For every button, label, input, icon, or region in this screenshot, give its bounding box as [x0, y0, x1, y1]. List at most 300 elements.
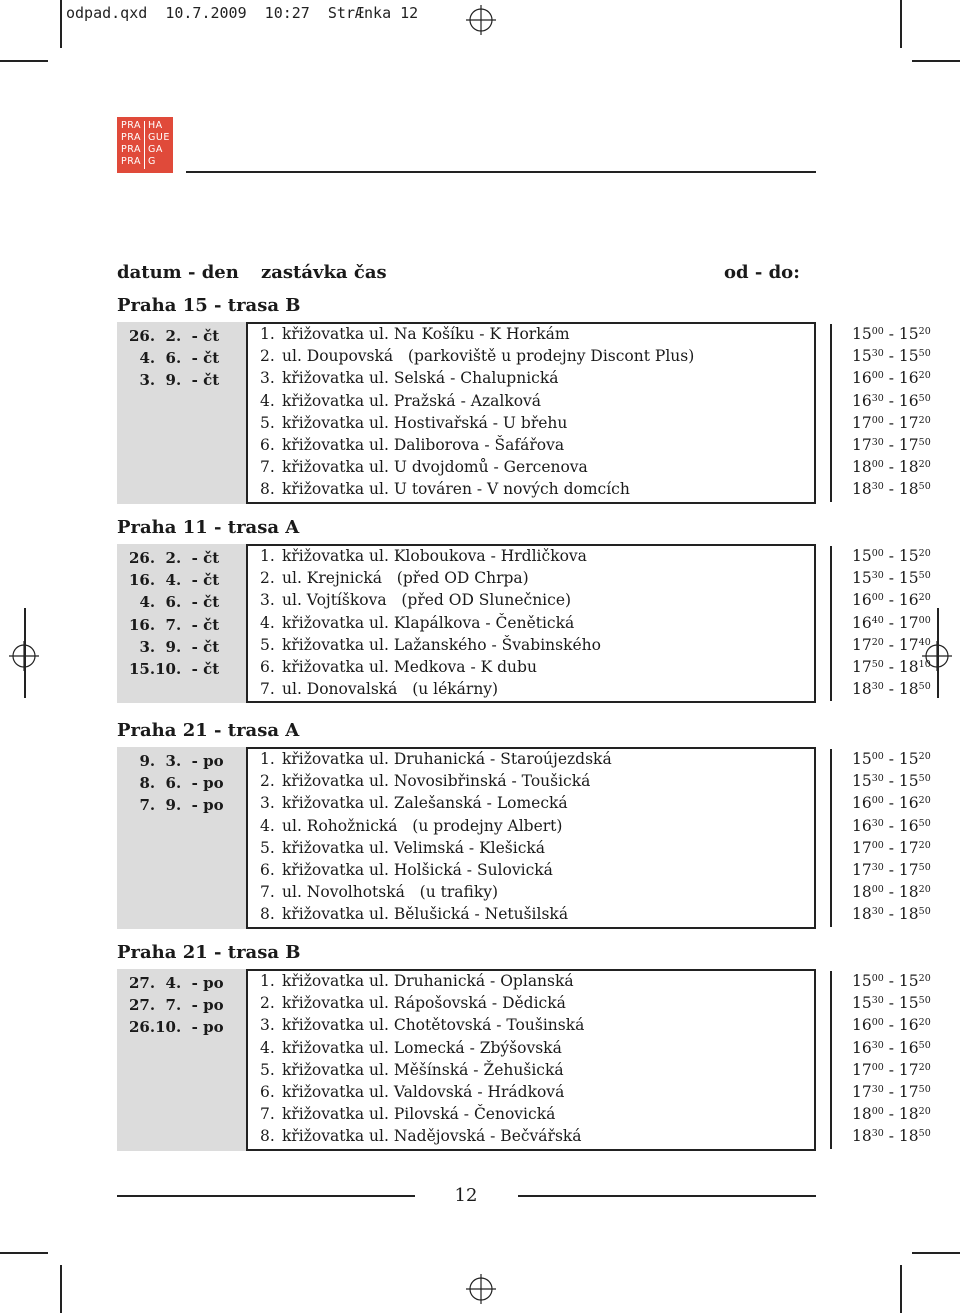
time-separator: - [883, 413, 899, 432]
schedule-block [117, 747, 931, 929]
stop-row [260, 547, 587, 565]
page-number: 12 [454, 1185, 478, 1206]
time-from-minute: 30 [871, 773, 884, 785]
date-entry: 26.10. - po [129, 1018, 224, 1037]
footer-rule-right [518, 1195, 816, 1197]
time-to-minute: 50 [918, 348, 931, 360]
stop-row [260, 1016, 584, 1034]
stop-time [852, 839, 931, 857]
time-from-hour: 18 [852, 1127, 872, 1146]
time-from-minute: 30 [871, 1084, 884, 1095]
time-to-minute: 20 [918, 370, 931, 382]
time-to-minute: 20 [918, 884, 931, 896]
date-entry: 8. 6. - po [129, 774, 224, 793]
stop-row [260, 458, 588, 476]
time-to-hour: 17 [898, 1083, 919, 1101]
stop-name: ul. Rohožnická (u prodejny Albert) [282, 816, 563, 835]
stop-number: 7. [260, 458, 275, 477]
time-to-minute: 20 [918, 1106, 931, 1118]
stop-number: 5. [260, 1060, 275, 1079]
stop-row [260, 414, 567, 432]
time-to-hour: 18 [898, 458, 919, 477]
time-from-hour: 15 [852, 994, 872, 1013]
section-title: Praha 15 - trasa B [117, 295, 301, 316]
stop-number: 5. [260, 838, 275, 857]
crop-mark [912, 60, 960, 62]
time-separator: - [883, 1083, 899, 1101]
stop-name: křižovatka ul. Lomecká - Zbýšovská [282, 1038, 562, 1057]
time-separator: - [883, 458, 899, 477]
stop-time [852, 480, 931, 498]
date-entry: 16. 7. - čt [129, 615, 220, 634]
time-from-hour: 16 [852, 1016, 872, 1035]
stop-name: ul. Doupovská (parkoviště u prodejny Discont Plus) [282, 347, 695, 366]
stop-number: 6. [260, 861, 275, 879]
time-to-minute: 50 [918, 906, 931, 918]
header-od-do: od - do: [724, 262, 800, 283]
time-from-hour: 17 [852, 436, 872, 454]
stop-row [260, 1039, 562, 1057]
stop-number: 3. [260, 591, 275, 610]
stop-number: 1. [260, 547, 275, 565]
stops-table [246, 322, 931, 504]
crop-mark [60, 1265, 62, 1313]
time-from-minute: 00 [871, 459, 884, 471]
schedule-block [117, 544, 931, 703]
time-separator: - [883, 861, 899, 879]
time-to-hour: 18 [898, 680, 919, 699]
time-from-minute: 50 [871, 659, 884, 670]
praha-logo [117, 117, 173, 173]
stop-number: 8. [260, 905, 275, 924]
date-entry: 3. 9. - čt [129, 371, 220, 390]
dates-column [117, 969, 246, 1151]
crop-mark [900, 0, 902, 48]
stop-name: křižovatka ul. Chotětovská - Toušinská [282, 1016, 585, 1035]
time-separator: - [883, 547, 899, 565]
stop-row [260, 972, 574, 990]
stop-time [852, 547, 931, 565]
time-to-hour: 17 [898, 635, 919, 654]
time-to-hour: 17 [898, 436, 919, 454]
time-from-minute: 30 [871, 681, 884, 693]
stop-time [852, 794, 931, 812]
time-from-hour: 17 [852, 413, 872, 432]
stop-number: 7. [260, 680, 275, 699]
stop-time [852, 569, 931, 587]
stop-row [260, 772, 590, 790]
time-from-minute: 30 [871, 862, 884, 873]
stop-name: křižovatka ul. Hostivařská - U břehu [282, 413, 568, 432]
dates-column [117, 322, 246, 504]
stop-number: 2. [260, 772, 275, 791]
stop-name: křižovatka ul. Valdovská - Hrádková [282, 1083, 565, 1101]
time-separator: - [883, 436, 899, 454]
time-to-hour: 15 [898, 750, 919, 768]
stop-number: 7. [260, 883, 275, 902]
time-to-minute: 50 [918, 392, 931, 404]
time-to-minute: 20 [918, 592, 931, 604]
time-separator: - [883, 816, 899, 835]
time-to-hour: 15 [898, 994, 919, 1013]
stop-name: křižovatka ul. Klapálkova - Čenětická [282, 613, 575, 632]
time-to-minute: 20 [918, 548, 931, 559]
time-from-hour: 18 [852, 883, 872, 902]
time-from-minute: 40 [871, 614, 884, 626]
stop-number: 3. [260, 1016, 275, 1035]
stop-time [852, 1083, 931, 1101]
time-to-hour: 18 [898, 1105, 919, 1124]
stop-name: křižovatka ul. Nadějovská - Bečvářská [282, 1127, 582, 1146]
stop-number: 1. [260, 972, 275, 990]
stop-time [852, 436, 931, 454]
schedule-block [117, 969, 931, 1151]
time-separator: - [883, 772, 899, 791]
time-from-minute: 00 [871, 326, 884, 337]
stop-name: křižovatka ul. Novosibřinská - Toušická [282, 772, 591, 791]
time-from-hour: 16 [852, 1038, 872, 1057]
time-to-hour: 16 [898, 391, 919, 410]
time-from-minute: 30 [871, 817, 884, 829]
time-from-minute: 00 [871, 370, 884, 382]
header-rule [186, 171, 816, 173]
stop-name: křižovatka ul. U dvojdomů - Gercenova [282, 458, 588, 477]
stop-name: křižovatka ul. Selská - Chalupnická [282, 369, 559, 388]
stop-row [260, 369, 558, 387]
stop-name: křižovatka ul. Velimská - Klešická [282, 838, 546, 857]
stop-number: 8. [260, 1127, 275, 1146]
time-from-minute: 30 [871, 348, 884, 360]
time-from-hour: 16 [852, 613, 872, 632]
time-separator: - [883, 794, 899, 813]
stop-number: 8. [260, 480, 275, 499]
stop-name: křižovatka ul. Holšická - Sulovická [282, 861, 553, 879]
stop-time [852, 680, 931, 698]
stop-row [260, 1127, 582, 1145]
time-from-minute: 00 [871, 414, 884, 426]
time-from-minute: 00 [871, 973, 884, 984]
stop-row [260, 905, 568, 923]
stop-number: 3. [260, 794, 275, 813]
crop-mark [912, 1252, 960, 1254]
time-from-minute: 00 [871, 1017, 884, 1029]
time-separator: - [883, 1060, 899, 1079]
stop-time [852, 636, 931, 654]
time-from-hour: 17 [852, 658, 872, 676]
time-to-minute: 20 [918, 414, 931, 426]
stop-name: ul. Novolhotská (u trafiky) [282, 883, 499, 902]
time-to-hour: 15 [898, 569, 919, 588]
stop-time [852, 1061, 931, 1079]
dates-column [117, 544, 246, 703]
time-from-hour: 18 [852, 458, 872, 477]
time-from-minute: 00 [871, 1106, 884, 1118]
time-from-minute: 30 [871, 995, 884, 1007]
time-from-hour: 15 [852, 547, 872, 565]
time-to-minute: 20 [918, 1061, 931, 1073]
time-to-minute: 50 [918, 1039, 931, 1051]
time-from-minute: 00 [871, 751, 884, 762]
time-from-hour: 15 [852, 325, 872, 343]
stop-row [260, 436, 564, 454]
time-separator: - [883, 391, 899, 410]
time-to-minute: 40 [918, 636, 931, 648]
stop-name: křižovatka ul. Medkova - K dubu [282, 658, 537, 676]
time-to-hour: 17 [898, 413, 919, 432]
stop-name: křižovatka ul. Pilovská - Čenovická [282, 1105, 556, 1124]
time-from-minute: 00 [871, 1061, 884, 1073]
time-from-hour: 17 [852, 838, 872, 857]
time-to-minute: 50 [918, 1128, 931, 1140]
stop-time [852, 1127, 931, 1145]
time-from-minute: 30 [871, 1039, 884, 1051]
stop-time [852, 772, 931, 790]
stop-time [852, 1105, 931, 1123]
stop-row [260, 839, 545, 857]
time-from-minute: 00 [871, 839, 884, 851]
time-to-hour: 18 [898, 658, 919, 676]
stop-time [852, 905, 931, 923]
date-entry: 27. 7. - po [129, 996, 224, 1015]
time-from-hour: 15 [852, 972, 872, 990]
time-to-hour: 15 [898, 547, 919, 565]
time-from-hour: 15 [852, 569, 872, 588]
stop-row [260, 680, 498, 698]
stop-row [260, 883, 498, 901]
time-from-hour: 17 [852, 861, 872, 879]
time-to-minute: 50 [918, 681, 931, 693]
time-to-hour: 18 [898, 1127, 919, 1146]
time-from-hour: 16 [852, 591, 872, 610]
stop-row [260, 750, 612, 768]
time-from-hour: 16 [852, 816, 872, 835]
time-separator: - [883, 1038, 899, 1057]
time-from-minute: 20 [871, 636, 884, 648]
crop-mark [0, 1252, 48, 1254]
stop-name: křižovatka ul. Na Košíku - K Horkám [282, 325, 570, 343]
stop-row [260, 817, 562, 835]
stop-number: 6. [260, 658, 275, 676]
stop-name: ul. Donovalská (u lékárny) [282, 680, 499, 699]
time-to-minute: 20 [918, 459, 931, 471]
time-separator: - [883, 613, 899, 632]
date-entry: 7. 9. - po [129, 796, 224, 815]
time-separator: - [883, 347, 899, 366]
time-separator: - [883, 905, 899, 924]
time-to-hour: 18 [898, 883, 919, 902]
stop-row [260, 325, 570, 343]
time-to-minute: 20 [918, 751, 931, 762]
header-zastavka: zastávka čas [261, 262, 387, 283]
stop-row [260, 569, 529, 587]
section-title: Praha 21 - trasa B [117, 942, 301, 963]
stop-number: 2. [260, 347, 275, 366]
schedule-block [117, 322, 931, 504]
stop-row [260, 1083, 564, 1101]
time-separator: - [883, 883, 899, 902]
time-to-minute: 50 [918, 862, 931, 873]
date-entry: 9. 3. - po [129, 752, 224, 770]
time-from-minute: 00 [871, 795, 884, 807]
stop-number: 1. [260, 750, 275, 768]
stop-time [852, 458, 931, 476]
time-from-minute: 30 [871, 906, 884, 918]
stop-time [852, 861, 931, 879]
time-to-hour: 16 [898, 369, 919, 388]
time-separator: - [883, 1016, 899, 1035]
time-from-hour: 18 [852, 905, 872, 924]
registration-mark-icon [466, 1274, 496, 1304]
time-separator: - [883, 994, 899, 1013]
time-from-minute: 30 [871, 437, 884, 448]
time-to-hour: 18 [898, 480, 919, 499]
stop-number: 4. [260, 391, 275, 410]
time-separator: - [883, 635, 899, 654]
stop-row [260, 1061, 564, 1079]
stop-row [260, 480, 630, 498]
stop-time [852, 658, 931, 676]
time-to-minute: 00 [918, 614, 931, 626]
time-from-minute: 30 [871, 570, 884, 582]
stop-name: křižovatka ul. Kloboukova - Hrdličkova [282, 547, 587, 565]
time-to-minute: 20 [918, 1017, 931, 1029]
stop-number: 5. [260, 635, 275, 654]
stop-time [852, 347, 931, 365]
header-datum: datum - den [117, 262, 239, 283]
time-to-hour: 17 [898, 613, 919, 632]
time-to-minute: 50 [918, 995, 931, 1007]
crop-mark [900, 1265, 902, 1313]
time-from-hour: 15 [852, 347, 872, 366]
stops-table [246, 747, 931, 929]
stop-row [260, 636, 601, 654]
date-entry: 26. 2. - čt [129, 549, 220, 567]
stop-number: 4. [260, 1038, 275, 1057]
time-to-minute: 50 [918, 817, 931, 829]
time-from-hour: 18 [852, 1105, 872, 1124]
time-to-minute: 50 [918, 773, 931, 785]
crop-mark [24, 608, 26, 698]
time-from-hour: 16 [852, 794, 872, 813]
stop-name: křižovatka ul. Druhanická - Oplanská [282, 972, 574, 990]
column-divider [830, 324, 832, 502]
stops-table [246, 969, 931, 1151]
stop-number: 6. [260, 1083, 275, 1101]
date-entry: 26. 2. - čt [129, 327, 220, 345]
time-to-hour: 17 [898, 838, 919, 857]
print-slug: odpad.qxd 10.7.2009 10:27 StrÆnka 12 [66, 4, 419, 22]
time-from-hour: 17 [852, 1060, 872, 1079]
date-entry: 27. 4. - po [129, 974, 224, 992]
dates-column [117, 747, 246, 929]
stop-name: křižovatka ul. Pražská - Azalková [282, 391, 542, 410]
stop-row [260, 347, 694, 365]
time-separator: - [883, 1127, 899, 1146]
time-to-hour: 15 [898, 347, 919, 366]
stop-number: 4. [260, 816, 275, 835]
date-entry: 15.10. - čt [129, 660, 220, 678]
time-to-hour: 16 [898, 816, 919, 835]
footer-rule-left [117, 1195, 415, 1197]
time-from-hour: 18 [852, 680, 872, 699]
stop-time [852, 750, 931, 768]
time-separator: - [883, 569, 899, 588]
stop-time [852, 994, 931, 1012]
time-separator: - [883, 972, 899, 990]
stop-name: ul. Vojtíškova (před OD Slunečnice) [282, 591, 572, 610]
crop-mark [60, 0, 62, 48]
time-from-hour: 16 [852, 391, 872, 410]
logo-left-text: PRA PRA PRA PRA [121, 120, 141, 167]
time-separator: - [883, 1105, 899, 1124]
time-to-minute: 50 [918, 437, 931, 448]
time-to-minute: 50 [918, 570, 931, 582]
stop-time [852, 614, 931, 632]
stop-name: křižovatka ul. Měšínská - Žehušická [282, 1060, 564, 1079]
time-to-minute: 20 [918, 973, 931, 984]
stop-number: 3. [260, 369, 275, 388]
time-to-minute: 50 [918, 1084, 931, 1095]
time-separator: - [883, 480, 899, 499]
time-to-minute: 50 [918, 481, 931, 493]
time-from-hour: 17 [852, 1083, 872, 1101]
section-title: Praha 21 - trasa A [117, 720, 300, 741]
date-entry: 4. 6. - čt [129, 349, 220, 368]
date-entry: 4. 6. - čt [129, 593, 220, 612]
stop-row [260, 1105, 555, 1123]
time-to-hour: 16 [898, 794, 919, 813]
stop-row [260, 994, 566, 1012]
crop-mark [0, 60, 48, 62]
time-from-hour: 16 [852, 369, 872, 388]
stop-name: křižovatka ul. Druhanická - Staroújezdská [282, 750, 612, 768]
time-separator: - [883, 838, 899, 857]
time-to-hour: 15 [898, 325, 919, 343]
time-to-hour: 15 [898, 772, 919, 791]
stop-number: 7. [260, 1105, 275, 1124]
time-to-minute: 10 [918, 659, 931, 670]
time-separator: - [883, 591, 899, 610]
time-from-hour: 17 [852, 635, 872, 654]
time-to-hour: 15 [898, 972, 919, 990]
stop-time [852, 369, 931, 387]
time-to-minute: 20 [918, 326, 931, 337]
stop-name: křižovatka ul. Zalešanská - Lomecká [282, 794, 568, 813]
stop-name: ul. Krejnická (před OD Chrpa) [282, 569, 529, 588]
time-to-hour: 18 [898, 905, 919, 924]
time-to-hour: 17 [898, 861, 919, 879]
time-from-hour: 15 [852, 750, 872, 768]
logo-divider [144, 121, 145, 169]
logo-right-text: HA GUE GA G [148, 120, 170, 167]
stop-time [852, 591, 931, 609]
stop-name: křižovatka ul. Lažanského - Švabinského [282, 635, 601, 654]
time-from-minute: 00 [871, 884, 884, 896]
stops-table [246, 544, 931, 703]
stop-row [260, 658, 537, 676]
stop-name: křižovatka ul. Bělušická - Netušilská [282, 905, 569, 924]
stop-number: 2. [260, 569, 275, 588]
time-from-minute: 00 [871, 548, 884, 559]
column-divider [830, 971, 832, 1149]
column-divider [830, 749, 832, 927]
time-from-hour: 18 [852, 480, 872, 499]
time-from-minute: 30 [871, 481, 884, 493]
stop-time [852, 972, 931, 990]
time-from-hour: 15 [852, 772, 872, 791]
stop-name: křižovatka ul. U továren - V nových domcích [282, 480, 630, 499]
stop-time [852, 392, 931, 410]
